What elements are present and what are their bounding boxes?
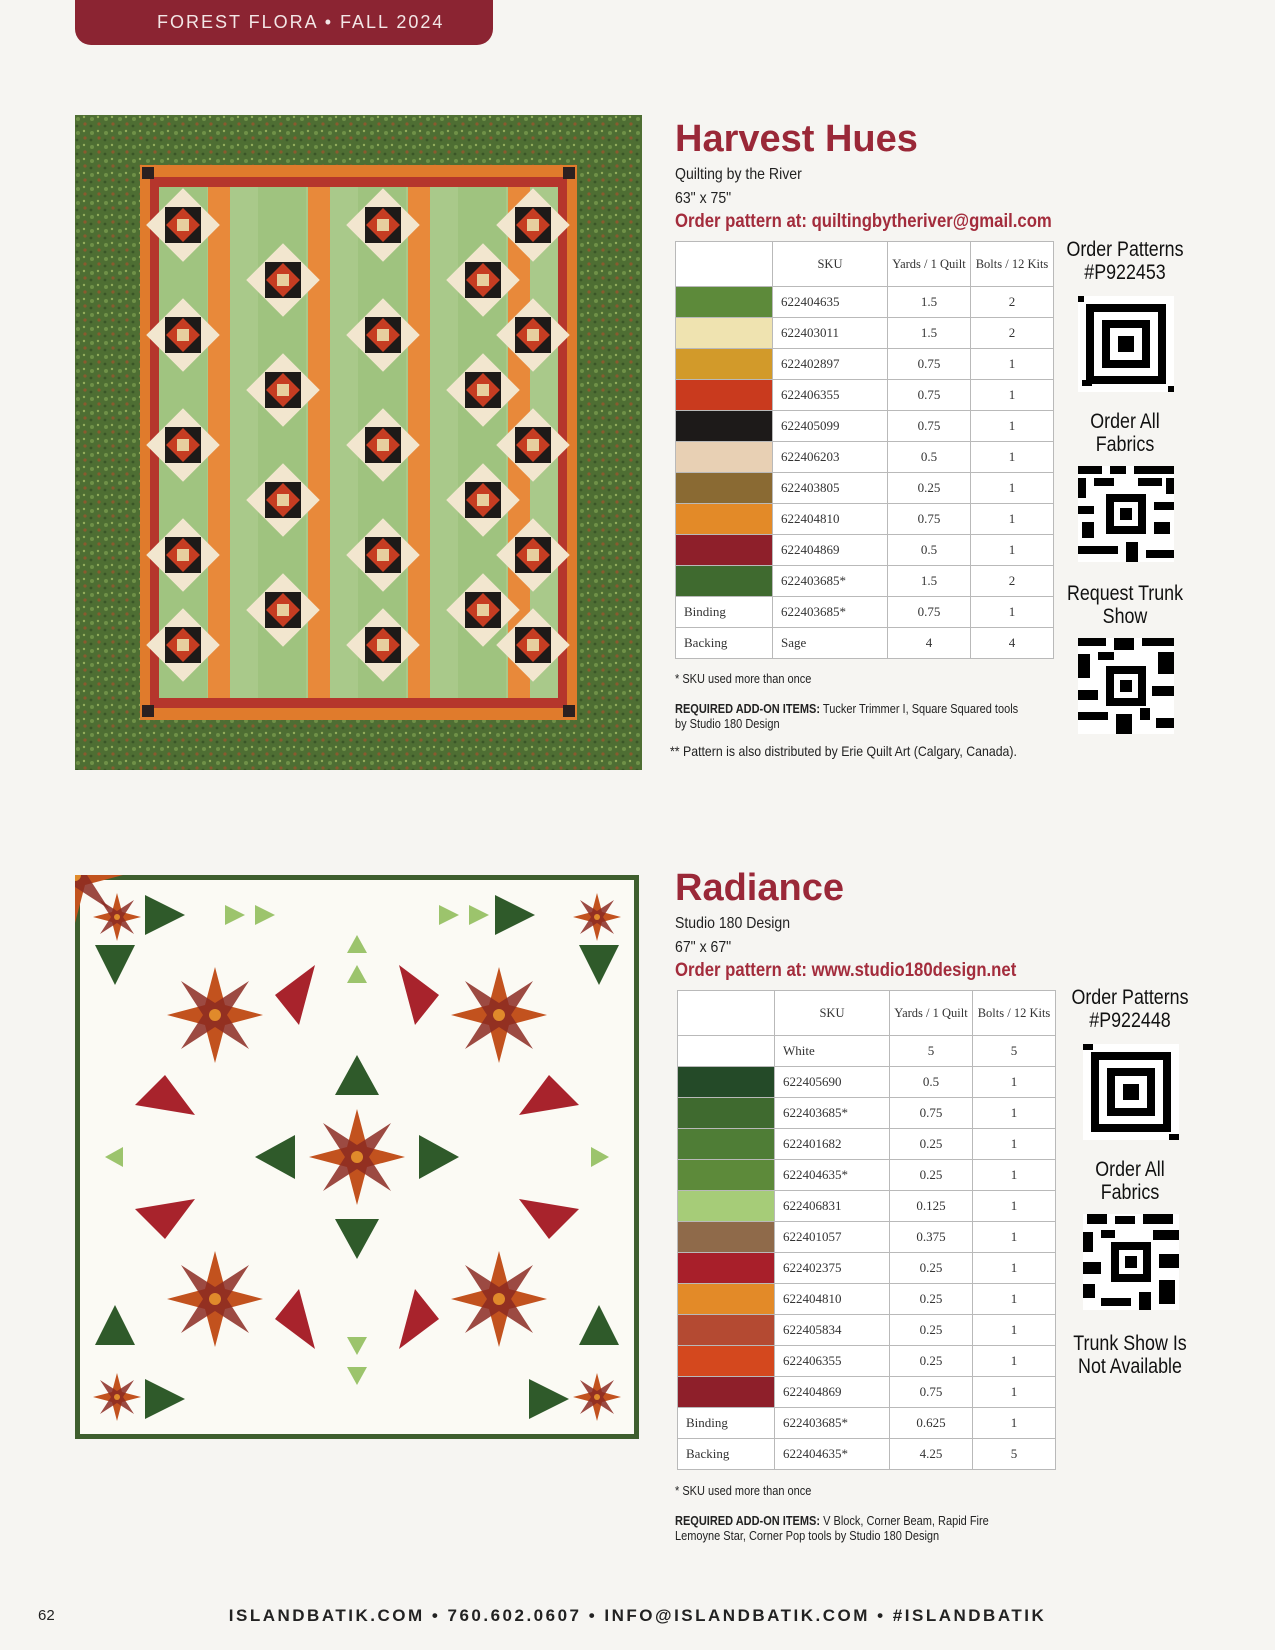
sku-cell: 622401057: [775, 1222, 890, 1253]
bolts-cell: 1: [973, 1067, 1056, 1098]
harvest-hues-distrib-note: ** Pattern is also distributed by Erie Quilt Art (Calgary, Canada).: [670, 743, 1017, 759]
sku-cell: 622406203: [773, 442, 888, 473]
sku-cell: 622403685*: [773, 566, 888, 597]
sku-cell: 622403685*: [773, 597, 888, 628]
fabric-swatch: [676, 380, 773, 411]
fabric-swatch: [678, 1129, 775, 1160]
yards-cell: 0.75: [888, 349, 971, 380]
fabric-swatch: [676, 442, 773, 473]
sku-cell: 622404810: [773, 504, 888, 535]
order-all-text: Order All: [1095, 1158, 1165, 1181]
bolts-cell: 1: [973, 1191, 1056, 1222]
trunk-line-2: Not Available: [1078, 1355, 1182, 1378]
sku-cell: 622404635*: [775, 1160, 890, 1191]
table-row: [676, 597, 1054, 628]
sku-cell: 622404635: [773, 287, 888, 318]
fabric-swatch: [676, 504, 773, 535]
header-tab: [75, 0, 493, 45]
fabrics-text: Fabrics: [1095, 433, 1155, 456]
harvest-hues-pattern-qr-code[interactable]: [1078, 296, 1174, 397]
bolts-cell: 1: [973, 1160, 1056, 1191]
sku-cell: 622405834: [775, 1315, 890, 1346]
table-row: [676, 349, 1054, 380]
yards-cell: 1.5: [888, 287, 971, 318]
fabric-swatch: [678, 1284, 775, 1315]
fabric-swatch: [678, 1346, 775, 1377]
bolts-cell: 1: [973, 1129, 1056, 1160]
bolts-cell: 1: [973, 1222, 1056, 1253]
addon-label: REQUIRED ADD-ON ITEMS:: [675, 702, 821, 716]
sku-cell: 622404869: [773, 535, 888, 566]
harvest-hues-order-pattern[interactable]: Order pattern at: quiltingbytheriver@gmail.com: [675, 211, 1052, 232]
fabric-swatch: [678, 1160, 775, 1191]
fabric-swatch: [678, 1036, 775, 1067]
yards-cell: 0.25: [890, 1315, 973, 1346]
radiance-order-pattern[interactable]: Order pattern at: www.studio180design.net: [675, 960, 1017, 981]
row-label: Binding: [676, 597, 773, 628]
trunk-line-2: Show: [1102, 605, 1148, 628]
header-tab-label: FOREST FLORA • FALL 2024: [157, 12, 445, 32]
bolts-header: Bolts / 12 Kits: [973, 991, 1056, 1036]
bolts-cell: 1: [971, 380, 1054, 411]
yards-cell: 0.75: [888, 597, 971, 628]
harvest-hues-sku-note: * SKU used more than once: [675, 672, 812, 686]
table-row: [678, 1067, 1056, 1098]
yards-cell: 0.25: [890, 1253, 973, 1284]
fabric-swatch: [678, 1222, 775, 1253]
bolts-cell: 5: [973, 1036, 1056, 1067]
table-row: [676, 287, 1054, 318]
radiance-sku-note: * SKU used more than once: [675, 1484, 812, 1498]
table-row: [676, 535, 1054, 566]
harvest-hues-order-all-label: [1053, 410, 1198, 456]
table-row: [676, 566, 1054, 597]
addon-label: REQUIRED ADD-ON ITEMS:: [675, 1514, 821, 1528]
yards-cell: 4.25: [890, 1439, 973, 1470]
yards-cell: 0.75: [890, 1098, 973, 1129]
bolts-cell: 2: [971, 318, 1054, 349]
row-label: Binding: [678, 1408, 775, 1439]
yards-cell: 4: [888, 628, 971, 659]
table-row: [678, 1129, 1056, 1160]
bolts-cell: 1: [971, 597, 1054, 628]
addon-text: Tucker Trimmer I, Square Squared tools by Studio 180 Design: [675, 702, 1019, 731]
radiance-designer: Studio 180 Design: [675, 915, 791, 932]
radiance-order-all-label: [1058, 1158, 1203, 1204]
sku-cell: 622405690: [775, 1067, 890, 1098]
table-header-row: [678, 991, 1056, 1036]
yards-cell: 0.5: [888, 535, 971, 566]
table-row: [678, 1408, 1056, 1439]
yards-cell: 0.5: [890, 1067, 973, 1098]
table-row: [676, 411, 1054, 442]
table-row: [678, 1036, 1056, 1067]
fabric-swatch: [676, 535, 773, 566]
sku-cell: 622403011: [773, 318, 888, 349]
table-row: [678, 1346, 1056, 1377]
swatch-header: [678, 991, 775, 1036]
bolts-cell: 1: [971, 535, 1054, 566]
bolts-cell: 1: [971, 442, 1054, 473]
bolts-cell: 1: [971, 411, 1054, 442]
radiance-title: Radiance: [675, 867, 844, 909]
bolts-cell: 1: [971, 349, 1054, 380]
sku-cell: 622405099: [773, 411, 888, 442]
fabric-swatch: [676, 349, 773, 380]
sku-cell: 622402897: [773, 349, 888, 380]
yards-cell: 0.5: [888, 442, 971, 473]
yards-cell: 0.25: [890, 1346, 973, 1377]
fabric-swatch: [676, 566, 773, 597]
sku-cell: 622404810: [775, 1284, 890, 1315]
order-patterns-text: Order Patterns: [1071, 986, 1189, 1009]
radiance-pattern-qr-code[interactable]: [1083, 1044, 1179, 1145]
fabric-swatch: [678, 1098, 775, 1129]
sku-cell: 622404635*: [775, 1439, 890, 1470]
radiance-quilt-image: [75, 875, 639, 1439]
harvest-hues-quilt-image: [75, 115, 642, 770]
trunk-line-1: Trunk Show Is: [1073, 1332, 1187, 1355]
table-row: [678, 1315, 1056, 1346]
fabric-swatch: [676, 473, 773, 504]
bolts-cell: 5: [973, 1439, 1056, 1470]
table-row: [678, 1098, 1056, 1129]
sku-cell: 622401682: [775, 1129, 890, 1160]
bolts-cell: 2: [971, 287, 1054, 318]
radiance-size: 67" x 67": [675, 939, 732, 956]
table-row: [676, 504, 1054, 535]
bolts-cell: 1: [973, 1377, 1056, 1408]
sku-header: SKU: [773, 242, 888, 287]
yards-cell: 0.125: [890, 1191, 973, 1222]
sku-cell: 622406831: [775, 1191, 890, 1222]
yards-cell: 1.5: [888, 318, 971, 349]
yards-cell: 0.75: [890, 1377, 973, 1408]
bolts-cell: 1: [971, 504, 1054, 535]
yards-cell: 0.25: [888, 473, 971, 504]
table-row: [676, 473, 1054, 504]
bolts-cell: 1: [973, 1098, 1056, 1129]
radiance-addon-note: [675, 1514, 1027, 1544]
order-all-text: Order All: [1090, 410, 1160, 433]
yards-cell: 0.25: [890, 1284, 973, 1315]
fabric-swatch: [676, 411, 773, 442]
harvest-hues-designer: Quilting by the River: [675, 166, 802, 183]
table-row: [678, 1160, 1056, 1191]
sku-cell: 622402375: [775, 1253, 890, 1284]
yards-cell: 1.5: [888, 566, 971, 597]
harvest-hues-fabric-table: [675, 241, 1054, 659]
fabric-swatch: [676, 287, 773, 318]
yards-cell: 0.25: [890, 1160, 973, 1191]
yards-cell: 0.75: [888, 504, 971, 535]
page-number: 62: [38, 1607, 55, 1624]
harvest-hues-addon-note: [675, 702, 1027, 732]
sku-cell: White: [775, 1036, 890, 1067]
radiance-order-patterns-label: [1058, 986, 1203, 1032]
fabric-swatch: [678, 1253, 775, 1284]
sku-cell: 622406355: [775, 1346, 890, 1377]
bolts-cell: 1: [971, 473, 1054, 504]
fabrics-text: Fabrics: [1100, 1181, 1160, 1204]
radiance-fabric-table: [677, 990, 1056, 1470]
table-row: [678, 1439, 1056, 1470]
fabric-swatch: [676, 318, 773, 349]
bolts-cell: 1: [973, 1408, 1056, 1439]
bolts-cell: 2: [971, 566, 1054, 597]
bolts-cell: 1: [973, 1253, 1056, 1284]
table-row: [676, 318, 1054, 349]
sku-cell: 622403685*: [775, 1408, 890, 1439]
yards-cell: 0.75: [888, 411, 971, 442]
trunk-line-1: Request Trunk: [1066, 582, 1184, 605]
pattern-number: #P922448: [1089, 1009, 1171, 1032]
fabric-swatch: [678, 1377, 775, 1408]
sku-cell: Sage: [773, 628, 888, 659]
addon-text: V Block, Corner Beam, Rapid Fire Lemoyne Star, Corner Pop tools by Studio 180 Design: [675, 1514, 989, 1543]
fabric-swatch: [678, 1315, 775, 1346]
sku-header: SKU: [775, 991, 890, 1036]
row-label: Backing: [678, 1439, 775, 1470]
yards-cell: 5: [890, 1036, 973, 1067]
harvest-hues-fabrics-qr-code[interactable]: [1078, 466, 1174, 567]
table-row: [676, 628, 1054, 659]
yards-header: Yards / 1 Quilt: [888, 242, 971, 287]
sku-cell: 622406355: [773, 380, 888, 411]
yards-cell: 0.375: [890, 1222, 973, 1253]
radiance-table-body: [678, 1036, 1056, 1470]
bolts-header: Bolts / 12 Kits: [971, 242, 1054, 287]
table-row: [676, 442, 1054, 473]
sku-cell: 622403685*: [775, 1098, 890, 1129]
sku-cell: 622403805: [773, 473, 888, 504]
fabric-swatch: [678, 1191, 775, 1222]
bolts-cell: 1: [973, 1315, 1056, 1346]
bolts-cell: 1: [973, 1346, 1056, 1377]
harvest-hues-table-body: [676, 287, 1054, 659]
table-row: [678, 1191, 1056, 1222]
harvest-hues-trunk-show-qr-code[interactable]: [1078, 638, 1174, 739]
harvest-hues-size: 63" x 75": [675, 190, 732, 207]
harvest-hues-trunk-show-label: [1053, 582, 1198, 628]
table-row: [678, 1222, 1056, 1253]
yards-cell: 0.75: [888, 380, 971, 411]
sku-cell: 622404869: [775, 1377, 890, 1408]
pattern-number: #P922453: [1084, 261, 1166, 284]
row-label: Backing: [676, 628, 773, 659]
harvest-hues-order-patterns-label: [1053, 238, 1198, 284]
bolts-cell: 4: [971, 628, 1054, 659]
order-patterns-text: Order Patterns: [1066, 238, 1184, 261]
harvest-hues-title: Harvest Hues: [675, 118, 918, 160]
table-header-row: [676, 242, 1054, 287]
table-row: [676, 380, 1054, 411]
yards-header: Yards / 1 Quilt: [890, 991, 973, 1036]
table-row: [678, 1253, 1056, 1284]
yards-cell: 0.25: [890, 1129, 973, 1160]
radiance-trunk-show-label: [1058, 1332, 1203, 1378]
footer-contact: ISLANDBATIK.COM • 760.602.0607 • INFO@ISLANDBATIK.COM • #ISLANDBATIK: [228, 1606, 1047, 1625]
bolts-cell: 1: [973, 1284, 1056, 1315]
yards-cell: 0.625: [890, 1408, 973, 1439]
table-row: [678, 1377, 1056, 1408]
fabric-swatch: [678, 1067, 775, 1098]
radiance-fabrics-qr-code[interactable]: [1083, 1214, 1179, 1315]
table-row: [678, 1284, 1056, 1315]
swatch-header: [676, 242, 773, 287]
